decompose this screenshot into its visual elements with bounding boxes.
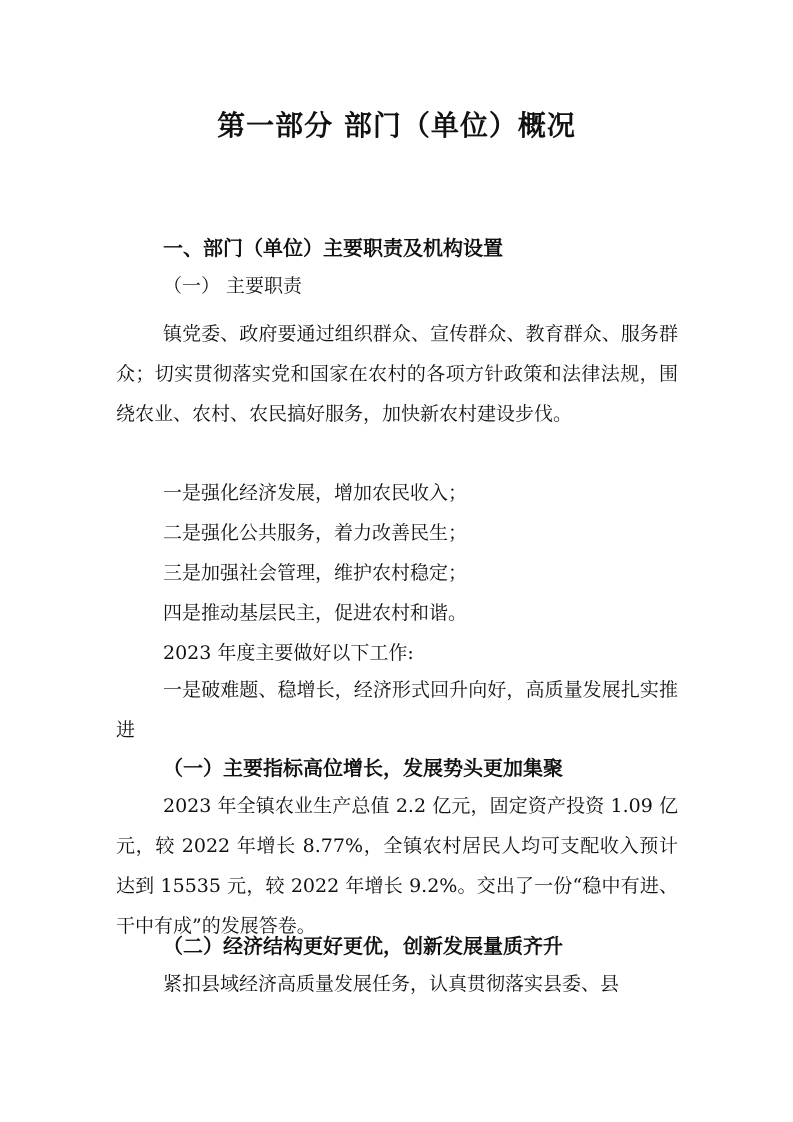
duty-item-3: 三是加强社会管理，维护农村稳定；	[163, 562, 468, 584]
subsection-heading-structure: （二）经济结构更好更优，创新发展量质齐升	[163, 934, 563, 958]
structure-paragraph: 紧扣县域经济高质量发展任务，认真贯彻落实县委、县	[163, 973, 620, 995]
section-heading-duties-structure: 一、部门（单位）主要职责及机构设置	[163, 236, 503, 260]
work-intro-line: 2023 年度主要做好以下工作:	[163, 642, 414, 664]
subsection-heading-indicators: （一）主要指标高位增长，发展势头更加集聚	[163, 756, 563, 780]
duties-intro-paragraph: 镇党委、政府要通过组织群众、宣传群众、教育群众、服务群众；切实贯彻落实党和国家在农村的各项方针政策和法律法规，围绕农业、农村、农民搞好服务，加快新农村建设步伐。	[116, 323, 678, 425]
duty-item-2: 二是强化公共服务，着力改善民生；	[163, 522, 468, 544]
work-item-1-paragraph: 一是破难题、稳增长，经济形式回升向好，高质量发展扎实推进	[116, 679, 678, 741]
subsection-heading-main-duties: （一） 主要职责	[163, 275, 303, 297]
indicators-paragraph: 2023 年全镇农业生产总值 2.2 亿元，固定资产投资 1.09 亿元，较 2022 年增长 8.77%，全镇农村居民人均可支配收入预计达到 15535 元，较 2022 年增长 9.2%。交出了一份“稳中有进、干中有成”的发展答卷。	[116, 795, 678, 937]
duty-item-1: 一是强化经济发展，增加农民收入；	[163, 482, 468, 504]
page-title: 第一部分 部门（单位）概况	[217, 109, 576, 142]
duty-item-4: 四是推动基层民主，促进农村和谐。	[163, 602, 468, 624]
